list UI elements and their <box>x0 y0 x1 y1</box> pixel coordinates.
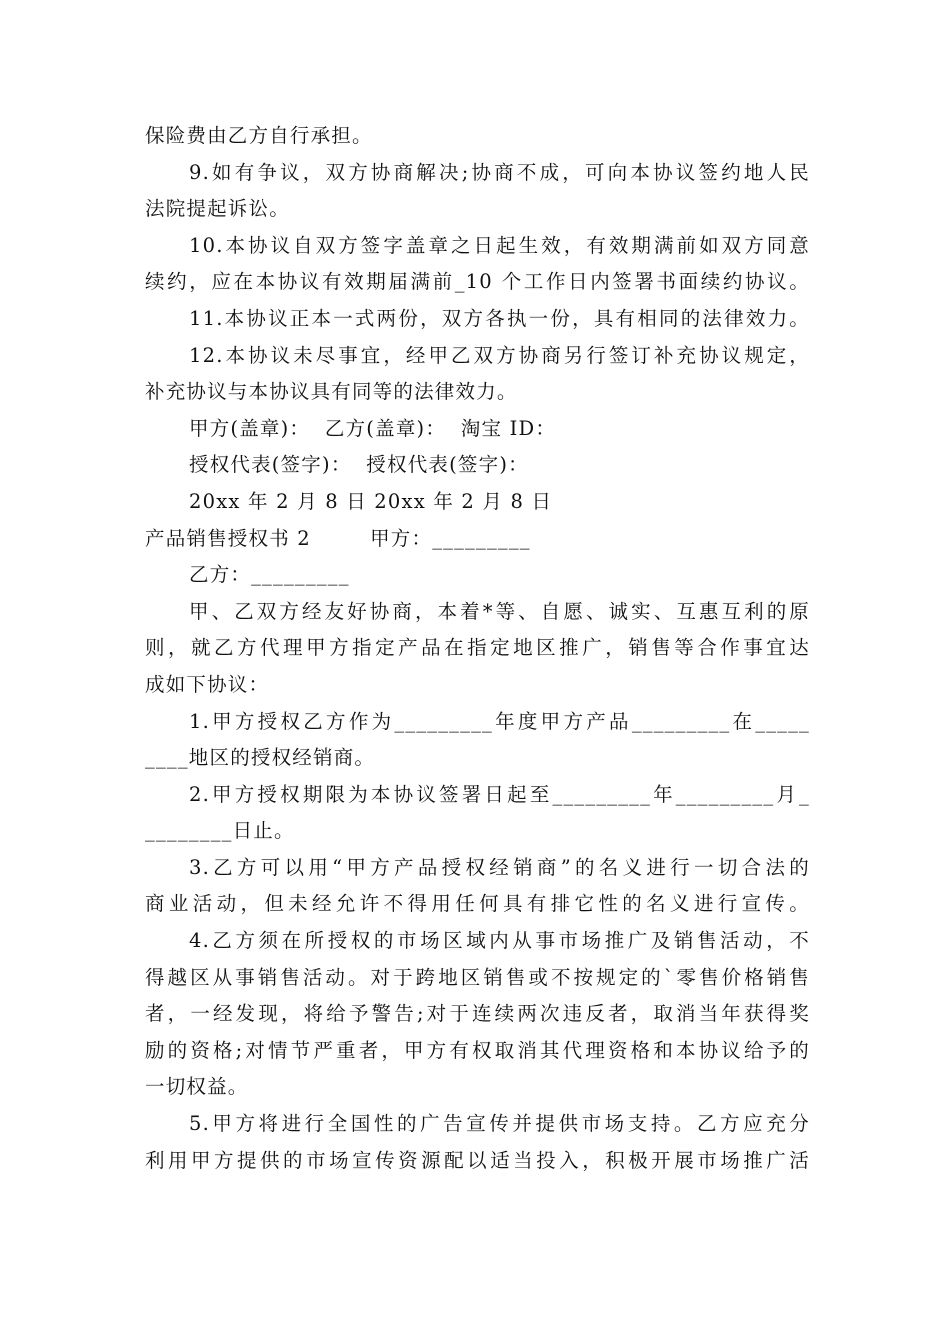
document-line: 2.甲方授权期限为本协议签署日起至_________年_________月_ <box>189 782 810 806</box>
document-line: 1.甲方授权乙方作为_________年度甲方产品_________在_____ <box>189 709 810 733</box>
document-line: 11.本协议正本一式两份，双方各执一份，具有相同的法律效力。 <box>189 306 810 330</box>
document-line: 甲、乙双方经友好协商，本着*等、自愿、诚实、互惠互利的原 <box>189 599 810 623</box>
document-line: 10.本协议自双方签字盖章之日起生效，有效期满前如双方同意 <box>189 233 810 257</box>
document-line: 励的资格;对情节严重者，甲方有权取消其代理资格和本协议给予的 <box>145 1038 810 1062</box>
document-line: 者，一经发现，将给予警告;对于连续两次违反者，取消当年获得奖 <box>145 1002 810 1026</box>
document-line: 乙方：_________ <box>189 563 350 587</box>
document-line: 一切权益。 <box>145 1075 249 1099</box>
document-line: 商业活动，但未经允许不得用任何具有排它性的名义进行宣传。 <box>145 892 810 916</box>
document-line: 保险费由乙方自行承担。 <box>145 124 373 147</box>
document-line: 5.甲方将进行全国性的广告宣传并提供市场支持。乙方应充分 <box>189 1112 810 1136</box>
document-line: 法院提起诉讼。 <box>145 197 290 221</box>
document-line: 利用甲方提供的市场宣传资源配以适当投入，积极开展市场推广活 <box>145 1148 810 1172</box>
document-line: ________日止。 <box>145 819 295 843</box>
document-line: 成如下协议： <box>145 672 270 696</box>
document-line: 授权代表(签字)： 授权代表(签字)： <box>189 453 529 477</box>
document-line: 补充协议与本协议具有同等的法律效力。 <box>145 380 518 404</box>
document-line: 甲方(盖章)： 乙方(盖章)： 淘宝 ID： <box>189 416 557 440</box>
document-line: 续约，应在本协议有效期届满前_10 个工作日内签署书面续约协议。 <box>145 270 810 294</box>
document-line: 9.如有争议，双方协商解决;协商不成，可向本协议签约地人民 <box>189 160 810 184</box>
document-line: 则，就乙方代理甲方指定产品在指定地区推广，销售等合作事宜达 <box>145 636 810 660</box>
document-line: 4.乙方须在所授权的市场区域内从事市场推广及销售活动，不 <box>189 929 810 953</box>
document-body <box>145 118 810 1179</box>
document-line: 12.本协议未尽事宜，经甲乙双方协商另行签订补充协议规定， <box>189 343 810 367</box>
document-line: 产品销售授权书 2 甲方：_________ <box>145 526 531 550</box>
document-line: 20xx 年 2 月 8 日 20xx 年 2 月 8 日 <box>189 489 553 513</box>
document-line: 3.乙方可以用“甲方产品授权经销商”的名义进行一切合法的 <box>189 855 810 879</box>
document-line: 得越区从事销售活动。对于跨地区销售或不按规定的`零售价格销售 <box>145 965 810 989</box>
document-line: ____地区的授权经销商。 <box>145 746 376 770</box>
